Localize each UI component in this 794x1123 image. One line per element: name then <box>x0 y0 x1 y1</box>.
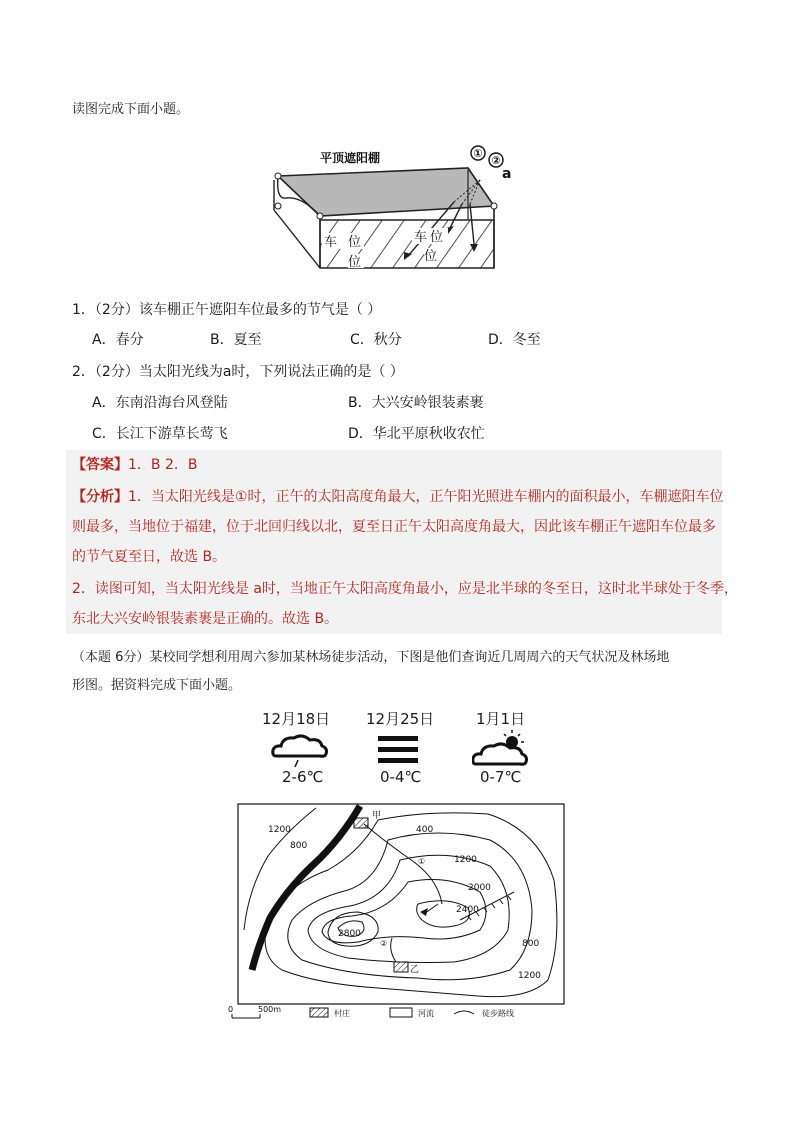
contour-800-b: 800 <box>522 939 540 949</box>
intro-text-2a: （本题 6分）某校同学想利用周六参加某林场徒步活动，下图是他们查询近几周周六的天气状况及林场地 <box>72 650 670 665</box>
legend-route: 徒步路线 <box>482 1009 514 1018</box>
ray-a-label: a <box>502 166 512 182</box>
village-yi-label: 乙 <box>410 965 420 975</box>
point-1-label: ① <box>418 857 426 866</box>
answer-line <box>72 455 197 475</box>
contour-1200-b: 1200 <box>454 855 477 865</box>
sunshade-diagram <box>262 140 532 290</box>
analysis-line-5: 东北大兴安岭银装素裹是正确的。故选 B。 <box>72 611 339 627</box>
q1-option-a: A．春分 <box>92 332 144 348</box>
question-2-stem: 2．（2分）当太阳光线为a时，下列说法正确的是（ ） <box>72 364 404 380</box>
scale-length: 500m <box>258 1005 282 1014</box>
q1-option-b: B．夏至 <box>210 332 262 348</box>
weather-date-2: 12月25日 <box>366 710 435 728</box>
scale-zero: 0 <box>228 1005 234 1014</box>
legend-route-swatch <box>454 1011 474 1014</box>
q2-option-c: C．长江下游草长莺飞 <box>92 426 228 442</box>
intro-text-1: 读图完成下面小题。 <box>72 102 190 117</box>
point-2-label: ② <box>380 939 388 948</box>
slot-char-2: 位 <box>348 235 362 250</box>
contour-2400: 2400 <box>456 905 479 915</box>
cloud-drizzle-icon <box>270 732 330 768</box>
q1-option-c: C．秋分 <box>350 332 402 348</box>
slot-char-4: 车 <box>414 230 428 245</box>
q2-option-a: A．东南沿海台风登陆 <box>92 395 228 411</box>
contour-2800: 2800 <box>338 929 361 939</box>
weather-strip <box>262 708 542 788</box>
q2-option-d: D．华北平原秋收农忙 <box>348 426 485 442</box>
weather-temp-2: 0-4℃ <box>380 768 422 786</box>
q2-option-b: B．大兴安岭银装素裹 <box>348 395 484 411</box>
forest-contour-map <box>228 800 568 1030</box>
contour-2000: 2000 <box>468 883 491 893</box>
legend-village: 村庄 <box>334 1009 350 1018</box>
answer-text: 1．B 2．B <box>128 457 198 473</box>
weather-date-1: 12月18日 <box>262 710 331 728</box>
intro-text-2b: 形图。据资料完成下面小题。 <box>72 678 242 693</box>
analysis-line-1: 【分析】1．当太阳光线是①时，正午的太阳高度角最大，正午阳光照进车棚内的面积最小，车棚遮阳车位 <box>72 489 724 505</box>
analysis-line-3: 的节气夏至日，故选 B。 <box>72 549 227 565</box>
slot-char-1: 车 <box>324 235 338 250</box>
slot-char-6: 位 <box>424 249 438 264</box>
weather-date-3: 1月1日 <box>476 710 526 728</box>
slot-char-5: 位 <box>430 230 444 245</box>
legend-village-swatch <box>310 1008 328 1017</box>
ray-1-label: ① <box>473 147 483 160</box>
contour-1200-c: 1200 <box>518 971 541 981</box>
question-1-stem: 1．（2分）该车棚正午遮阳车位最多的节气是（ ） <box>72 302 382 318</box>
contour-400: 400 <box>416 825 434 835</box>
fog-icon <box>376 732 420 768</box>
weather-temp-1: 2-6℃ <box>282 768 324 786</box>
village-jia-label: 甲 <box>372 811 382 821</box>
weather-temp-3: 0-7℃ <box>480 768 522 786</box>
sun-cloud-icon <box>472 730 532 768</box>
flat-roof <box>278 168 494 216</box>
legend-river: 河流 <box>418 1009 434 1018</box>
contour-800-a: 800 <box>290 841 308 851</box>
roof-label: 平顶遮阳棚 <box>320 151 381 165</box>
q1-option-d: D．冬至 <box>488 332 541 348</box>
contour-1200-a: 1200 <box>268 825 291 835</box>
analysis-line-4: 2．读图可知，当太阳光线是 a时，当地正午太阳高度角最小，应是北半球的冬至日，这时北半球处于冬季， <box>72 581 738 597</box>
legend-river-swatch <box>390 1008 412 1017</box>
ray-2-label: ② <box>491 154 501 167</box>
slot-char-3: 位 <box>348 255 362 270</box>
analysis-line-2: 则最多，当地位于福建，位于北回归线以北，夏至日正午太阳高度角最大，因此该车棚正午遮阳车位最多 <box>72 519 716 535</box>
analysis-label: 【分析】 <box>72 489 128 505</box>
answer-label: 【答案】 <box>72 457 128 473</box>
answer-panel <box>66 450 722 634</box>
